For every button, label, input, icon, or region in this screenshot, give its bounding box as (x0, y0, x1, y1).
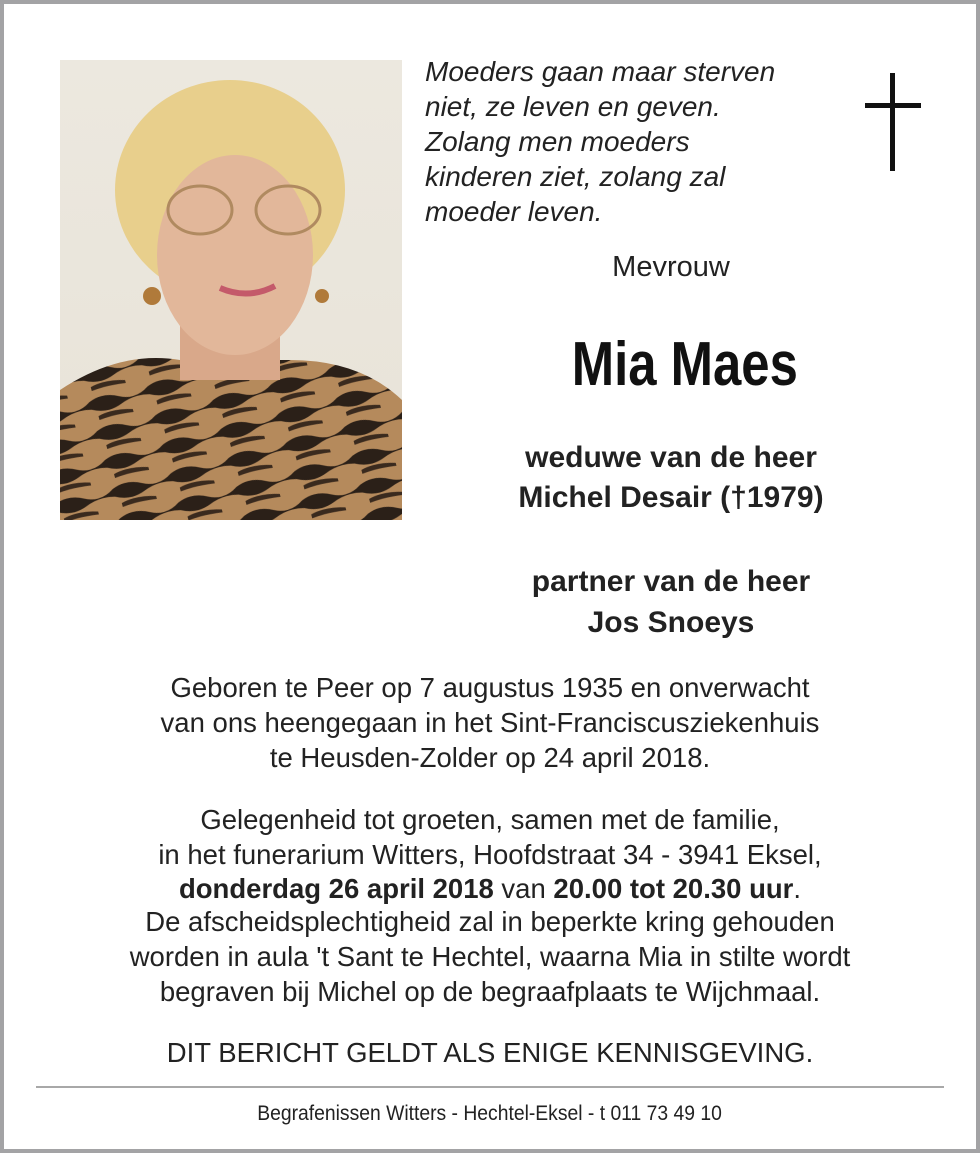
ceremony-line: De afscheidsplechtigheid zal in beperkte kring gehouden (145, 906, 835, 937)
poem-line: Moeders gaan maar sterven (425, 56, 776, 87)
relation-name: Jos Snoeys (587, 606, 755, 639)
divider (36, 1086, 944, 1088)
poem-line: moeder leven. (425, 196, 603, 227)
ceremony-line: worden in aula 't Sant te Hechtel, waarna Mia in stilte wordt (129, 941, 851, 972)
relation-line: partner van de heer (531, 565, 811, 598)
relation-line: weduwe van de heer (525, 441, 817, 474)
cross-icon (865, 73, 921, 171)
notice: DIT BERICHT GELDT ALS ENIGE KENNISGEVING. (166, 1037, 814, 1068)
visitation-from: van (493, 873, 554, 904)
visitation-date: donderdag 26 april 2018 (178, 873, 494, 904)
visitation-period: . (793, 873, 802, 904)
poem-line: kinderen ziet, zolang zal (425, 161, 726, 192)
visitation-line: Gelegenheid tot groeten, samen met de familie, (200, 804, 780, 835)
relation-name: Michel Desair (†1979) (518, 481, 824, 514)
funeral-home-footer: Begrafenissen Witters - Hechtel-Eksel - t 011 73 49 10 (257, 1102, 723, 1125)
visitation-time: 20.00 tot 20.30 uur (553, 873, 794, 904)
birth-line: van ons heengegaan in het Sint-Franciscusziekenhuis (160, 707, 820, 738)
visitation-line: in het funerarium Witters, Hoofdstraat 34 - 3941 Eksel, (158, 839, 822, 870)
birth-line: te Heusden-Zolder op 24 april 2018. (269, 742, 711, 773)
visitation-datetime (0, 871, 980, 906)
deceased-name: Mia Maes (571, 330, 799, 399)
poem-line: niet, ze leven en geven. (425, 91, 721, 122)
poem-line: Zolang men moeders (425, 126, 690, 157)
birth-line: Geboren te Peer op 7 augustus 1935 en onverwacht (170, 672, 810, 703)
ceremony-line: begraven bij Michel op de begraafplaats te Wijchmaal. (159, 976, 821, 1007)
portrait-photo (60, 60, 402, 520)
salutation: Mevrouw (612, 251, 730, 283)
